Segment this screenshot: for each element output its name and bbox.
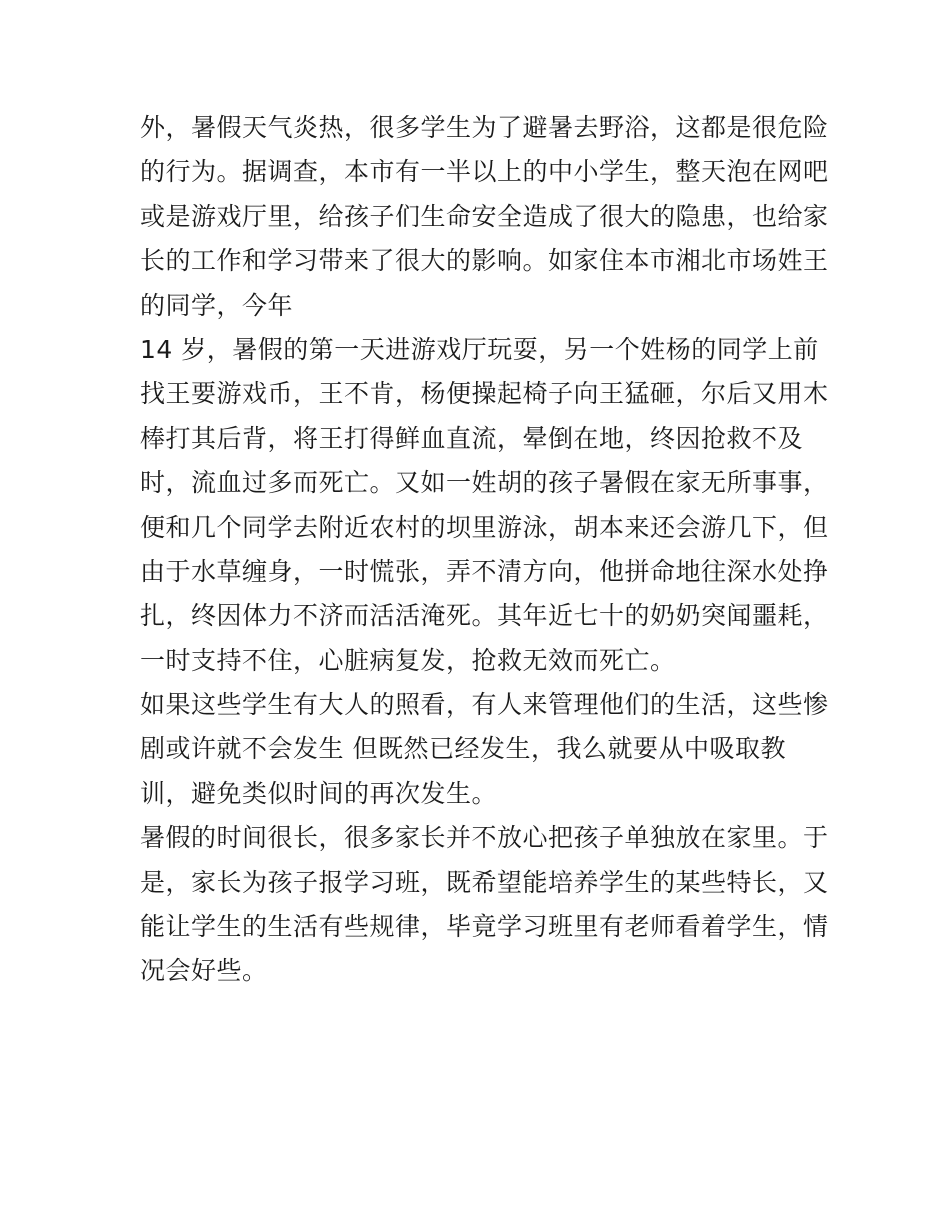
text-line: 一时支持不住，心脏病复发，抢救无效而死亡。	[140, 645, 676, 675]
text-line: 由于水草缠身，一时慌张，弄不清方向，他拼命地往深水处挣	[140, 556, 829, 586]
text-line: 能让学生的生活有些规律，毕竟学习班里有老师看着学生，情	[140, 912, 829, 942]
text-line: 况会好些。	[140, 956, 268, 986]
text-line: 长的工作和学习带来了很大的影响。如家住本市湘北市场姓王	[140, 246, 829, 276]
body-text	[140, 106, 830, 994]
text-line: 时，流血过多而死亡。又如一姓胡的孩子暑假在家无所事事，	[140, 468, 829, 498]
text-line: 的行为。据调查，本市有一半以上的中小学生，整天泡在网吧	[140, 157, 829, 187]
text-line: 暑假的时间很长，很多家长并不放心把孩子单独放在家里。于	[140, 823, 829, 853]
text-line: 剧或许就不会发生 但既然已经发生，我么就要从中吸取教	[140, 734, 786, 764]
text-line: 的同学，今年	[140, 290, 294, 320]
text-line: 棒打其后背，将王打得鲜血直流，晕倒在地，终因抢救不及	[140, 423, 804, 453]
text-line: 14 岁，暑假的第一天进游戏厅玩耍，另一个姓杨的同学上前	[140, 334, 819, 364]
text-line: 找王要游戏币，王不肯，杨便操起椅子向王猛砸，尔后又用木	[140, 379, 829, 409]
text-line: 扎，终因体力不济而活活淹死。其年近七十的奶奶突闻噩耗，	[140, 601, 829, 631]
text-line: 如果这些学生有大人的照看，有人来管理他们的生活，这些惨	[140, 690, 829, 720]
text-line: 或是游戏厅里，给孩子们生命安全造成了很大的隐患，也给家	[140, 201, 829, 231]
text-line: 外，暑假天气炎热，很多学生为了避暑去野浴，这都是很危险	[140, 113, 829, 142]
text-line: 是，家长为孩子报学习班，既希望能培养学生的某些特长，又	[140, 867, 829, 897]
text-line: 便和几个同学去附近农村的坝里游泳，胡本来还会游几下，但	[140, 512, 829, 542]
text-line: 训，避免类似时间的再次发生。	[140, 778, 498, 808]
